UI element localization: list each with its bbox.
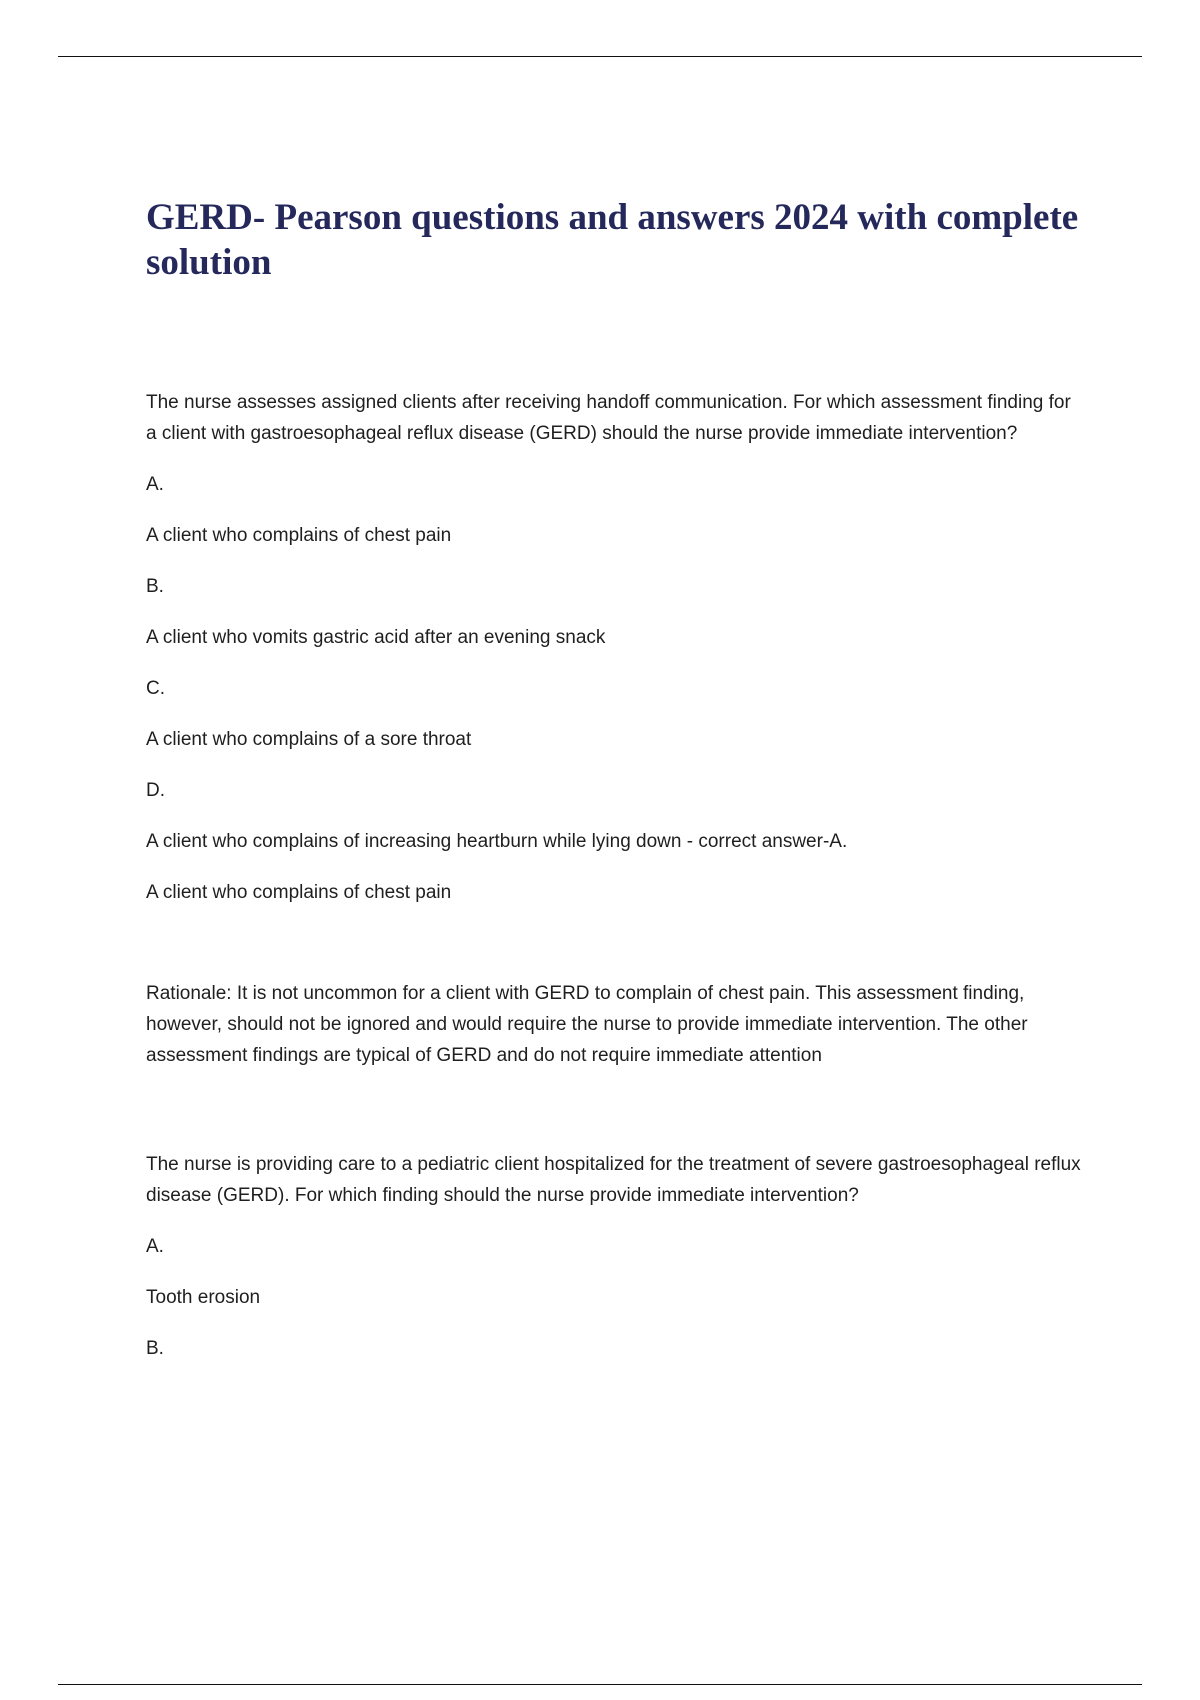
document-title: GERD- Pearson questions and answers 2024 with complete solution <box>146 197 1079 283</box>
q1-option-b-letter: B. <box>146 576 164 597</box>
q1-option-a-text: A client who complains of chest pain <box>146 525 452 546</box>
bottom-rule <box>58 1684 1142 1685</box>
q1-option-c-text: A client who complains of a sore throat <box>146 729 472 750</box>
q1-option-c-letter: C. <box>146 678 165 699</box>
q1-option-d-text: A client who complains of increasing heartburn while lying down - correct answer-A. <box>146 831 848 852</box>
document-body <box>146 195 1086 1364</box>
q2-option-a-letter: A. <box>146 1236 164 1257</box>
q1-rationale: Rationale: It is not uncommon for a client with GERD to complain of chest pain. This assessment finding, however, should not be ignored and would require the nurse to provide immediate intervention. The other assessment findings are typical of GERD and do not require immediate attention <box>146 983 1028 1066</box>
q2-option-b-letter: B. <box>146 1338 164 1359</box>
q2-option-a-text: Tooth erosion <box>146 1287 261 1308</box>
q1-option-d-letter: D. <box>146 780 165 801</box>
question-2-stem: The nurse is providing care to a pediatric client hospitalized for the treatment of severe gastroesophageal reflux disease (GERD). For which finding should the nurse provide immediate intervention? <box>146 1154 1081 1206</box>
q1-option-b-text: A client who vomits gastric acid after an evening snack <box>146 627 606 648</box>
q1-answer-text: A client who complains of chest pain <box>146 882 452 903</box>
top-rule <box>58 56 1142 57</box>
q1-option-a-letter: A. <box>146 474 164 495</box>
question-1-stem: The nurse assesses assigned clients after receiving handoff communication. For which assessment finding for a client with gastroesophageal reflux disease (GERD) should the nurse provide immediate intervention? <box>146 392 1071 444</box>
